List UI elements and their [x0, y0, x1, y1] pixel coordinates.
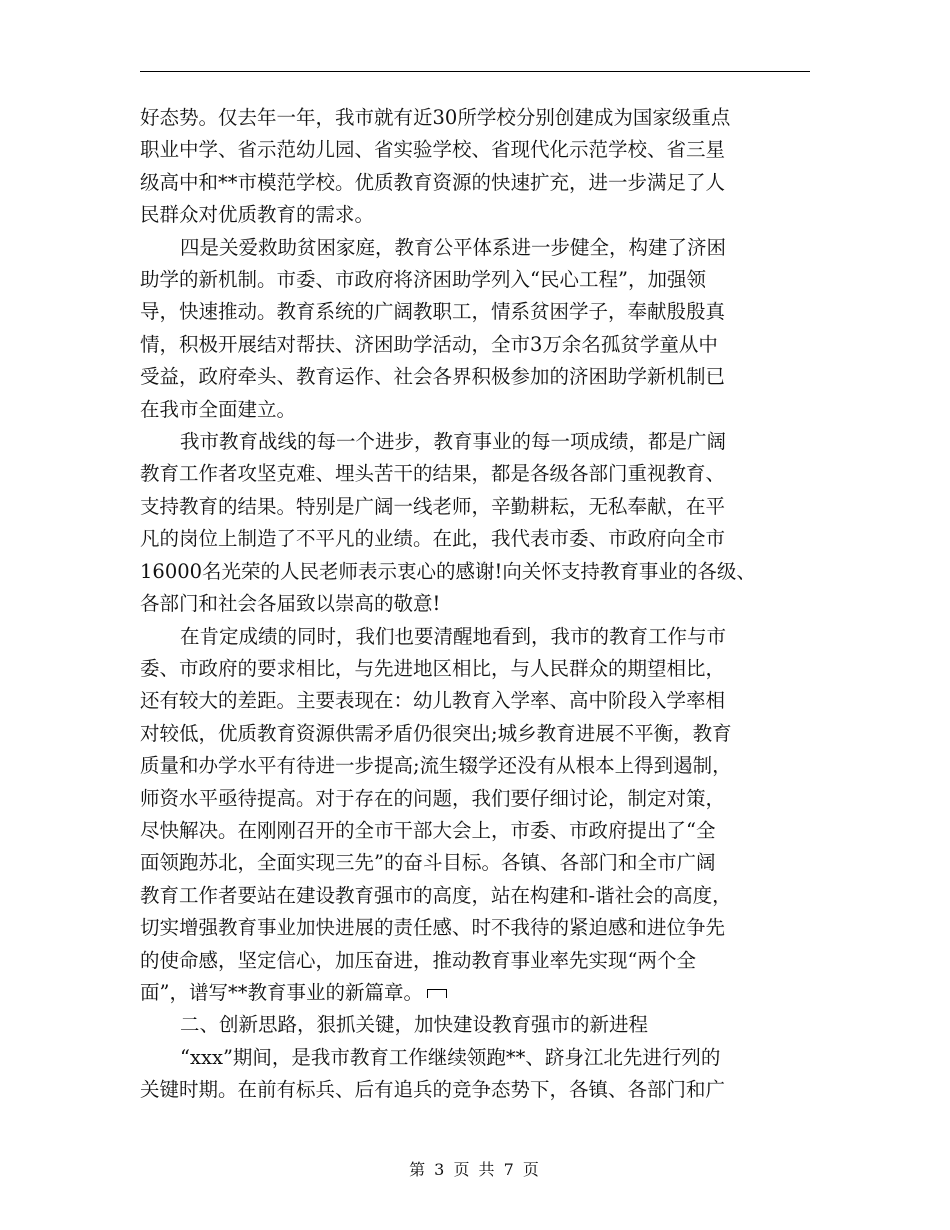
text-line: 委、市政府的要求相比，与先进地区相比，与人民群众的期望相比，: [140, 656, 726, 680]
text-line: 尽快解决。在刚刚召开的全市干部大会上，市委、市政府提出了“全: [140, 818, 716, 842]
text-line: 教育工作者攻坚克难、埋头苦干的结果，都是各级各部门重视教育、: [140, 462, 726, 486]
document-body: [140, 102, 810, 1107]
text-line: 16000名光荣的人民老师表示衷心的感谢!向关怀支持教育事业的各级、: [140, 559, 756, 583]
paragraph: [140, 232, 810, 426]
text-line: 的使命感，坚定信心，加压奋进，推动教育事业率先实现“两个全: [140, 948, 696, 972]
text-line: 支持教育的结果。特别是广阔一线老师，辛勤耕耘，无私奉献，在平: [140, 494, 726, 518]
paragraph: [140, 1042, 810, 1107]
text-line: 民群众对优质教育的需求。: [140, 203, 375, 227]
text-line: 面”，谱写**教育事业的新篇章。: [140, 977, 810, 1009]
text-line: 教育工作者要站在建设教育强市的高度，站在构建和-谐社会的高度，: [140, 883, 732, 907]
text-line: 还有较大的差距。主要表现在：幼儿教育入学率、高中阶段入学率相: [140, 689, 726, 713]
paragraph: [140, 621, 810, 1010]
text-line: 受益，政府牵头、教育运作、社会各界积极参加的济困助学新机制已: [140, 365, 726, 389]
text-line: 质量和办学水平有待进一步提高;流生辍学还没有从根本上得到遏制，: [140, 754, 732, 778]
text-line: 切实增强教育事业加快进展的责任感、时不我待的紧迫感和进位争先: [140, 916, 726, 940]
text-line: 在我市全面建立。: [140, 397, 297, 421]
text-line: 四是关爱救助贫困家庭，教育公平体系进一步健全，构建了济困: [180, 235, 727, 259]
text-line: 各部门和社会各届致以崇高的敬意!: [140, 592, 441, 616]
text-line: 情，积极开展结对帮扶、济困助学活动，全市3万余名孤贫学童从中: [140, 332, 718, 356]
header-rule: [140, 71, 810, 72]
paragraph: [140, 102, 810, 232]
text-line: 面领跑苏北，全面实现三先”的奋斗目标。各镇、各部门和全市广阔: [140, 851, 716, 875]
text-line: 对较低，优质教育资源供需矛盾仍很突出;城乡教育进展不平衡，教育: [140, 721, 732, 745]
text-line: 凡的岗位上制造了不平凡的业绩。在此，我代表市委、市政府向全市: [140, 527, 726, 551]
text-line: 级高中和**市模范学校。优质教育资源的快速扩充，进一步满足了人: [140, 170, 726, 194]
text-line: 导，快速推动。教育系统的广阔教职工，情系贫困学子，奉献殷殷真: [140, 300, 726, 324]
paragraph-mark-icon: [427, 989, 447, 998]
text-line: 好态势。仅去年一年，我市就有近30所学校分别创建成为国家级重点: [140, 106, 731, 129]
text-line: 在肯定成绩的同时，我们也要清醒地看到，我市的教育工作与市: [180, 624, 727, 648]
text-line: 师资水平亟待提高。对于存在的问题，我们要仔细讨论，制定对策，: [140, 786, 726, 810]
section-heading: [140, 1009, 810, 1041]
text-line: “xxx”期间，是我市教育工作继续领跑**、跻身江北先进行列的: [180, 1045, 721, 1069]
page-number: 第 3 页 共 7 页: [409, 1160, 541, 1179]
text-line: 助学的新机制。市委、市政府将济困助学列入“民心工程”，加强领: [140, 268, 706, 292]
text-line: 我市教育战线的每一个进步，教育事业的每一项成绩，都是广阔: [180, 430, 727, 454]
paragraph: [140, 426, 810, 620]
text-line: 关键时期。在前有标兵、后有追兵的竞争态势下，各镇、各部门和广: [140, 1078, 726, 1102]
text-line: 二、创新思路，狠抓关键，加快建设教育强市的新进程: [180, 1013, 649, 1037]
text-line: 职业中学、省示范幼儿园、省实验学校、省现代化示范学校、省三星: [140, 138, 726, 162]
